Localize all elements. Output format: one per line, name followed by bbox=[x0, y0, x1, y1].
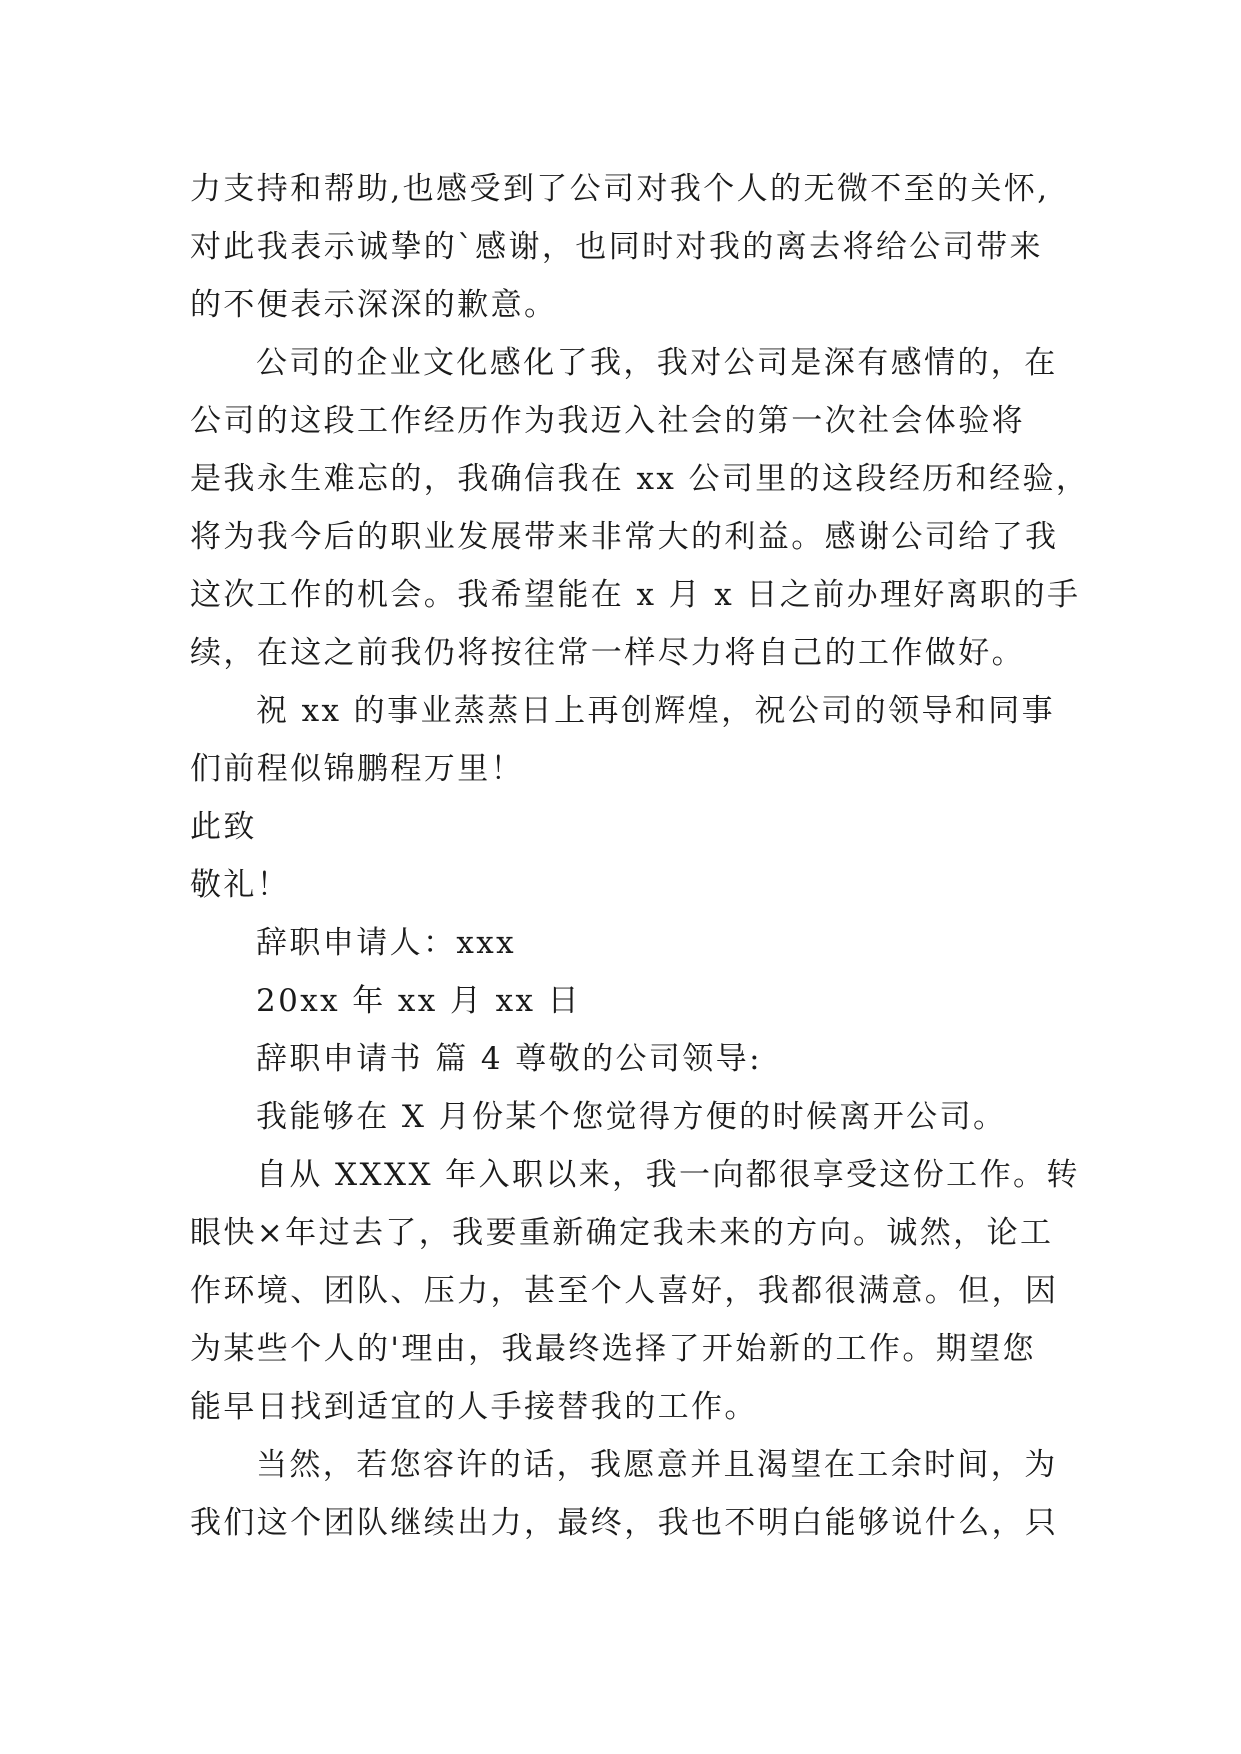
text-line: 辞职申请人：xxx bbox=[256, 925, 517, 961]
text-line: 能早日找到适宜的人手接替我的工作。 bbox=[190, 1389, 758, 1425]
text-line: 公司的这段工作经历作为我迈入社会的第一次社会体验将 bbox=[190, 403, 1025, 439]
text-line: 公司的企业文化感化了我，我对公司是深有感情的，在 bbox=[256, 345, 1058, 381]
text-line: 我能够在 X 月份某个您觉得方便的时候离开公司。 bbox=[256, 1099, 1007, 1135]
text-line: 对此我表示诚挚的`感谢，也同时对我的离去将给公司带来 bbox=[190, 229, 1043, 265]
text-line: 此致 bbox=[190, 809, 257, 845]
text-line: 辞职申请书 篇 4 尊敬的公司领导: bbox=[256, 1041, 762, 1077]
text-line: 作环境、团队、压力，甚至个人喜好，我都很满意。但，因 bbox=[190, 1273, 1059, 1309]
text-line: 自从 XXXX 年入职以来，我一向都很享受这份工作。转 bbox=[256, 1157, 1080, 1193]
text-line: 力支持和帮助,也感受到了公司对我个人的无微不至的关怀, bbox=[190, 171, 1050, 207]
text-line: 是我永生难忘的，我确信我在 xx 公司里的这段经历和经验， bbox=[190, 461, 1090, 497]
text-line: 敬礼！ bbox=[190, 867, 291, 903]
text-line: 们前程似锦鹏程万里！ bbox=[190, 751, 524, 787]
text-line: 的不便表示深深的歉意。 bbox=[190, 287, 558, 323]
text-line: 眼快×年过去了，我要重新确定我未来的方向。诚然，论工 bbox=[190, 1215, 1054, 1251]
text-line: 续，在这之前我仍将按往常一样尽力将自己的工作做好。 bbox=[190, 635, 1025, 671]
text-line: 当然，若您容许的话，我愿意并且渴望在工余时间，为 bbox=[256, 1447, 1058, 1483]
text-line: 将为我今后的职业发展带来非常大的利益。感谢公司给了我 bbox=[190, 519, 1059, 555]
text-line: 为某些个人的'理由，我最终选择了开始新的工作。期望您 bbox=[190, 1331, 1036, 1367]
text-line: 我们这个团队继续出力，最终，我也不明白能够说什么，只 bbox=[190, 1505, 1059, 1541]
text-line: 20xx 年 xx 月 xx 日 bbox=[256, 983, 582, 1019]
text-line: 这次工作的机会。我希望能在 x 月 x 日之前办理好离职的手 bbox=[190, 577, 1081, 613]
text-line: 祝 xx 的事业蒸蒸日上再创辉煌，祝公司的领导和同事 bbox=[256, 693, 1056, 729]
